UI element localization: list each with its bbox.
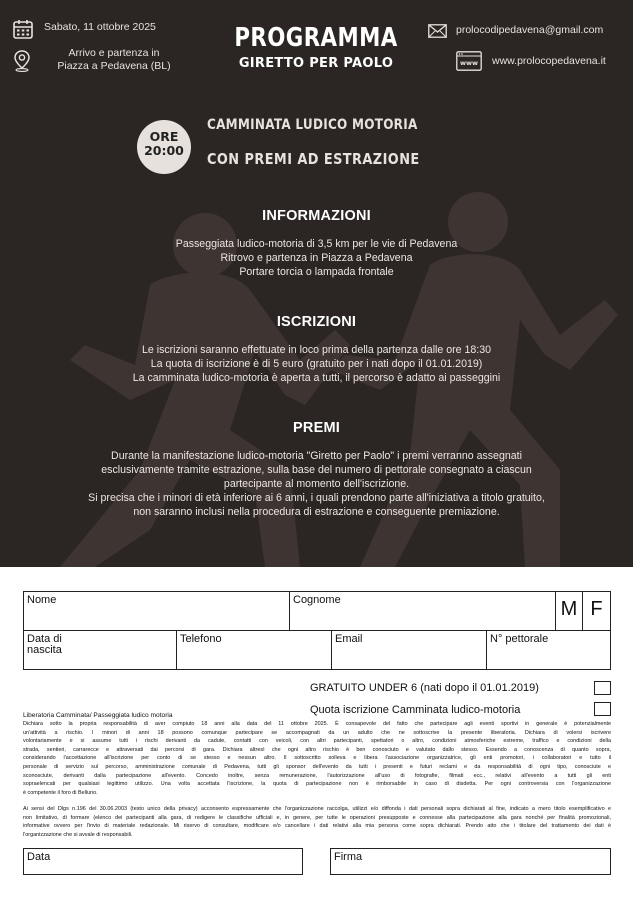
info-line: Ritrovo e partenza in Piazza a Pedavena [220, 252, 413, 264]
contact-email[interactable]: prolocodipedavena@gmail.com [456, 24, 604, 36]
privacy-text [23, 805, 611, 839]
data-nascita-label-1: Data di [27, 633, 62, 645]
premi-line: Si precisa che i minori di età inferiore ai 6 anni, i quali prendono parte all'iniziativa a titolo gratuito, [88, 492, 545, 504]
place-line-1: Arrivo e partenza in [68, 47, 160, 59]
time-label: ORE [149, 129, 179, 144]
quota-checkbox[interactable] [594, 702, 611, 716]
waiver-line: strada, sentieri, carrarecce e attraversati dai percorsi di gara. Dichiara altresì che ogni altro rischio è ben conosciuto e valutato dallo stesso. Essendo a conoscenza di quanto sopra, [23, 746, 611, 753]
email-label: Email [335, 633, 363, 645]
svg-text:www: www [459, 59, 479, 67]
pettorale-label: N° pettorale [490, 633, 549, 645]
telefono-field[interactable] [177, 631, 332, 669]
waiver-line: Dichiara sotto la propria responsabilità di aver compiuto 18 anni alla data del 11 ottobre 2025. È consapevole del fatto che partecipare agli eventi sportivi in generale è potenzialmente [23, 721, 611, 727]
waiver-line: sconosciute, derivanti dalla partecipazione all'evento. Concedo inoltre, senza remunerazione, l'autorizzazione all'uso di fotografie, filmati ecc., relativi all'evento a tutti gli enti [23, 772, 611, 779]
info-line: Passeggiata ludico-motoria di 3,5 km per le vie di Pedavena [175, 238, 458, 250]
page-subtitle: GIRETTO PER PAOLO [238, 56, 394, 71]
gender-f-label: F [590, 598, 603, 620]
premi-line: Durante la manifestazione ludico-motoria "Giretto per Paolo" i premi verranno assegnati [111, 450, 522, 462]
place-line-2: Piazza a Pedavena (BL) [57, 60, 171, 72]
waiver-line: volontariamente e si assume tutti i rischi derivanti da cadute, contatti con veicoli, con altri partecipanti, spettatori o altro, condizioni atmosferiche estreme, traffico e condizioni della [23, 738, 611, 745]
premi-line: esclusivamente tramite estrazione, sulla base del numero di pettorale consegnato a ciascun [101, 464, 532, 476]
privacy-line: l'organizzazione che si avvale di responsabili. [23, 831, 133, 838]
data-nascita-label-2: nascita [27, 644, 62, 656]
iscrizioni-line: Le iscrizioni saranno effettuate in loco prima della partenza dalle ore 18:30 [141, 344, 492, 356]
under6-option-label: GRATUITO UNDER 6 (nati dopo il 01.01.2019) [310, 682, 539, 694]
waiver-line: un'attività a rischio. I minori di anni 18 possono comunque partecipare se accompagnati da un adulto che ne sottoscrive la presente liberatoria. Dichiara di volersi iscrivere [23, 729, 611, 736]
gender-m-label: M [560, 598, 578, 620]
info-line: Portare torcia o lampada frontale [239, 266, 394, 278]
iscrizioni-heading: ISCRIZIONI [276, 314, 357, 330]
privacy-line: informative ovvero per l'invio di materiale redazionale. Mi riservo di consultare, modificare e/o cancellare i dati relativi alla mia persona come sopra dichiarati. Prendo atto che i titolare del trattamento dei dati è [23, 823, 611, 830]
iscrizioni-line: La quota di iscrizione è di 5 euro (gratuito per i nati dopo il 01.01.2019) [150, 358, 483, 370]
time-value: 20:00 [144, 143, 184, 158]
waiver-line: è competente il foro di Belluno. [23, 789, 98, 796]
premi-line: partecipante al momento dell'iscrizione. [223, 478, 410, 490]
page-title: PROGRAMMA [234, 23, 398, 53]
telefono-label: Telefono [180, 633, 222, 645]
event-place [44, 47, 184, 73]
waiver-line: personale di servizio sul percorso, amministrazione comunale di Pedavena, tutti gli sponsor dell'evento da tutti i presenti e futuri reclami e da responsabilità di ogni tipo, conosciute e [23, 763, 611, 770]
data-label: Data [27, 851, 51, 863]
info-heading: INFORMAZIONI [262, 208, 371, 224]
calendar-icon [13, 19, 33, 39]
cognome-label: Cognome [293, 594, 341, 606]
waiver-line: sopraelencati per qualsiasi legittimo utilizzo. Una volta accettata l'iscrizione, la quota di partecipazione non è rimborsabile in caso di disdetta. Per ogni controversia con l'organizzazione [23, 781, 611, 788]
data-nascita-label [27, 634, 62, 656]
quota-option-label: Quota iscrizione Camminata ludico-motoria [310, 704, 521, 716]
iscrizioni-line: La camminata ludico-motoria è aperta a tutti, il percorso è adatto ai passeggini [132, 372, 501, 384]
cognome-field[interactable] [290, 592, 556, 631]
event-date: Sabato, 11 ottobre 2025 [44, 21, 156, 33]
contact-website[interactable]: www.prolocopedavena.it [492, 55, 606, 67]
waiver-line: considerando l'accettazione all'iscrizione per conto di se stesso e nessun altro. Il sottoscritto solleva e libera l'associazione organizzatrice, gli enti promotori, i collaboratori e tutto il [23, 755, 611, 762]
event-type: CAMMINATA LUDICO MOTORIA [207, 117, 418, 133]
under6-checkbox[interactable] [594, 681, 611, 695]
privacy-line: non limitativo, di formare (elenco dei partecipanti alla gara, di redigere le classifiche ufficiali e, in genere, per tutte le operazioni presupposte e connesse alla partecipazione alla gara nonché per finalità promozionali, [23, 814, 611, 821]
gender-m-box[interactable] [556, 592, 583, 631]
waiver-text [23, 720, 611, 797]
registration-form-grid [23, 591, 611, 670]
www-icon [456, 51, 482, 71]
data-field[interactable] [23, 848, 303, 875]
start-time-badge [137, 120, 191, 174]
event-prizes: CON PREMI AD ESTRAZIONE [207, 150, 420, 168]
mail-icon [428, 24, 447, 38]
premi-heading: PREMI [293, 420, 340, 436]
premi-line: non saranno inclusi nella procedura di estrazione e conseguente premiazione. [133, 506, 500, 518]
firma-label: Firma [334, 851, 363, 863]
nome-label: Nome [27, 594, 57, 606]
data-nascita-field[interactable] [24, 631, 177, 669]
privacy-line: Ai sensi del Dlgs n.196 del 30.06.2003 (testo unico della privacy) acconsento espressamente che l'organizzazione raccolga, utilizzi e/o diffonda i dati personali sopra dichiarati al fine, indicato a mero titolo esemplificativo e [23, 806, 611, 812]
email-field[interactable] [332, 631, 487, 669]
firma-field[interactable] [330, 848, 611, 875]
info-text [20, 237, 613, 279]
map-pin-icon [14, 50, 30, 72]
waiver-title: Liberatoria Camminata/ Passeggiata ludico motoria [23, 712, 173, 719]
premi-text [20, 449, 613, 519]
gender-f-box[interactable] [583, 592, 610, 631]
iscrizioni-text [20, 343, 613, 385]
nome-field[interactable] [24, 592, 290, 631]
pettorale-field[interactable] [487, 631, 610, 669]
